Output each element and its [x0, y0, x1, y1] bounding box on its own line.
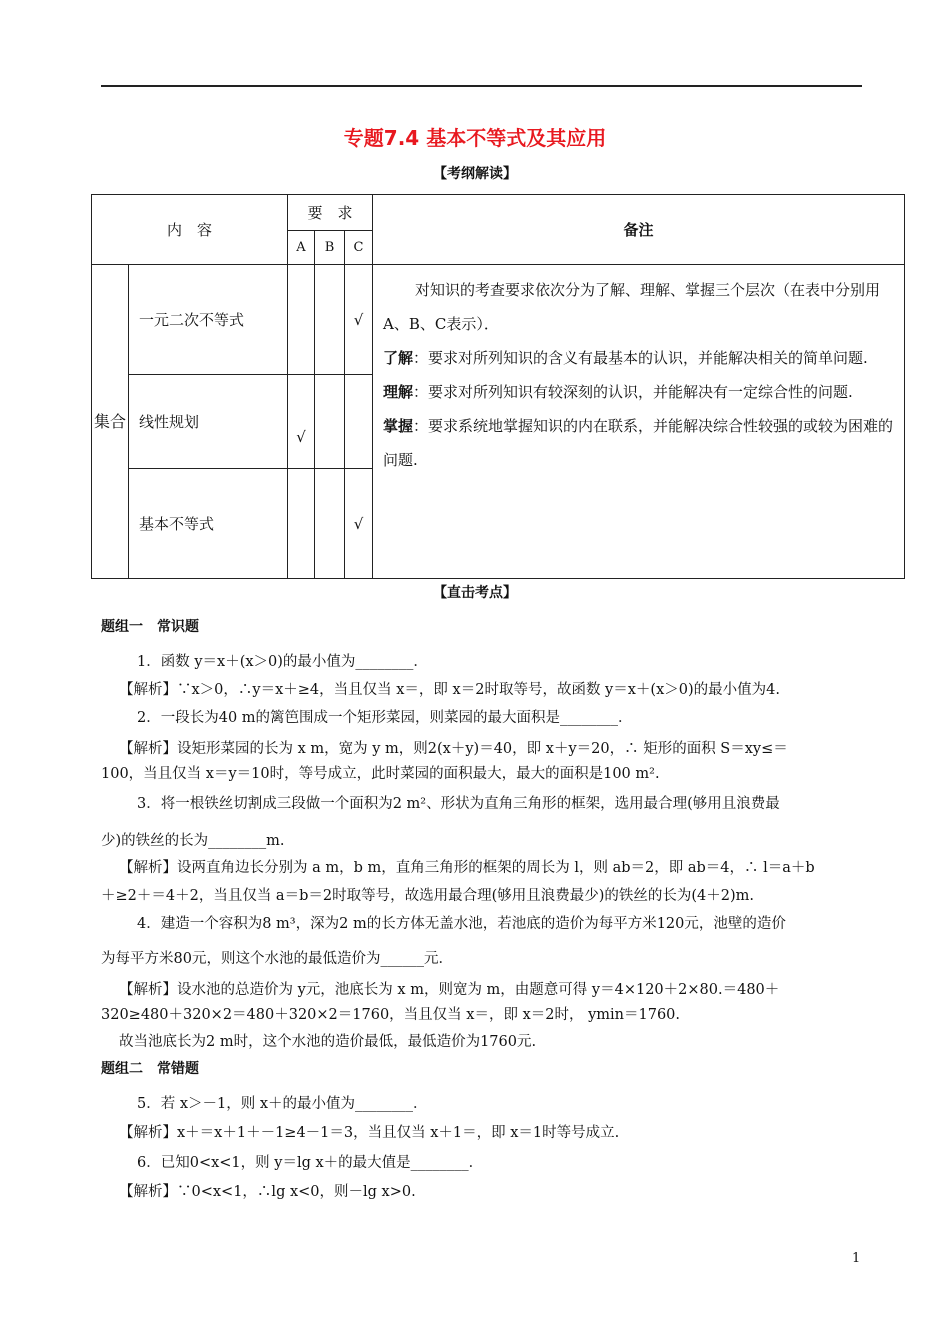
question-line: 4．建造一个容积为8 m³，深为2 m的长方体无盖水池，若池底的造价为每平方米120元，池壁的造价 [137, 916, 786, 932]
row-name: 一元二次不等式 [129, 265, 288, 375]
row-mark-a [288, 265, 315, 375]
row-mark-a [288, 469, 315, 579]
note-term: 掌握 [383, 417, 414, 435]
note-text: ：要求系统地掌握知识的内在联系，并能解决综合性较强的或较为困难的问题. [383, 417, 894, 469]
page-title: 专题7.4 基本不等式及其应用 [343, 126, 607, 150]
header-requirement: 要 求 [288, 195, 373, 231]
solution-line: 100，当且仅当 x＝y＝10时，等号成立，此时菜园的面积最大，最大的面积是100 m². [101, 766, 660, 782]
question-line: 为每平方米80元，则这个水池的最低造价为______元． [101, 951, 453, 967]
solution-line: 【解析】设矩形菜园的长为 x m，宽为 y m，则2(x＋y)＝40，即 x＋y＝20，∴ 矩形的面积 S＝xy≤＝ [119, 741, 788, 757]
note-item [383, 341, 894, 375]
row-mark-c: √ [345, 469, 373, 579]
question-line: 少)的铁丝的长为________m. [101, 833, 285, 849]
note-text: ：要求对所列知识有较深刻的认识，并能解决有一定综合性的问题. [413, 383, 853, 401]
row-mark-b [315, 375, 345, 469]
note-term: 理解 [383, 383, 414, 401]
section-heading-points: 【直击考点】 [433, 585, 517, 601]
row-mark-b [315, 469, 345, 579]
group-label [92, 265, 129, 579]
level-b: B [315, 231, 345, 265]
group-heading: 题组二 常错题 [101, 1061, 199, 1077]
header-rule [101, 85, 862, 87]
solution-line: 故当池底长为2 m时，这个水池的造价最低，最低造价为1760元. [119, 1034, 537, 1050]
note-item [383, 409, 894, 477]
group-heading: 题组一 常识题 [101, 619, 199, 635]
level-a: A [288, 231, 315, 265]
solution-line: 【解析】∵0<x<1，∴lg x<0，则－lg x>0. [119, 1184, 416, 1200]
row-name: 线性规划 [129, 375, 288, 469]
note-cell [373, 265, 905, 579]
solution-line: 【解析】x＋＝x＋1＋－1≥4－1＝3，当且仅当 x＋1＝，即 x＝1时等号成立. [119, 1125, 620, 1141]
note-text: ：要求对所列知识的含义有最基本的认识，并能解决相关的简单问题. [413, 349, 868, 367]
page-number: 1 [852, 1251, 861, 1266]
question-line: 1．函数 y＝x＋(x＞0)的最小值为________． [137, 654, 428, 670]
solution-line: ＋≥2＋＝4＋2，当且仅当 a＝b＝2时取等号，故选用最合理(够用且浪费最少)的铁丝的长为(4＋2)m. [101, 888, 755, 904]
header-note: 备注 [373, 195, 905, 265]
row-mark-a: √ [288, 375, 315, 469]
note-intro: 对知识的考查要求依次分为了解、理解、掌握三个层次（在表中分别用A、B、C表示）． [383, 281, 881, 333]
row-mark-b [315, 265, 345, 375]
solution-line: 【解析】设两直角边长分别为 a m，b m，直角三角形的框架的周长为 l，则 ab＝2，即 ab＝4，∴ l＝a＋b [119, 860, 815, 876]
question-line: 2．一段长为40 m的篱笆围成一个矩形菜园，则菜园的最大面积是________． [137, 710, 633, 726]
section-heading-outline: 【考纲解读】 [433, 166, 517, 182]
question-line: 3．将一根铁丝切割成三段做一个面积为2 m²、形状为直角三角形的框架，选用最合理(够用且浪费最 [137, 796, 780, 812]
note-term: 了解 [383, 349, 414, 367]
question-line: 5．若 x＞－1，则 x＋的最小值为________． [137, 1096, 428, 1112]
solution-line: 【解析】∵x＞0，∴y＝x＋≥4，当且仅当 x＝，即 x＝2时取等号，故函数 y＝x＋(x＞0)的最小值为4. [119, 682, 780, 698]
header-content: 内 容 [92, 195, 288, 265]
row-name: 基本不等式 [129, 469, 288, 579]
level-c: C [345, 231, 373, 265]
note-item [383, 375, 894, 409]
solution-line: 【解析】设水池的总造价为 y元，池底长为 x m，则宽为 m，由题意可得 y＝4×120＋2×80.＝480＋ [119, 982, 780, 998]
row-mark-c [345, 375, 373, 469]
solution-line: 320≥480＋320×2＝480＋320×2＝1760，当且仅当 x＝，即 x＝2时， ymin＝1760. [101, 1007, 681, 1023]
group-label-text: 集合 [93, 411, 126, 431]
row-mark-c: √ [345, 265, 373, 375]
syllabus-table [91, 194, 905, 579]
question-line: 6．已知0<x<1，则 y＝lg x＋的最大值是________． [137, 1155, 484, 1171]
